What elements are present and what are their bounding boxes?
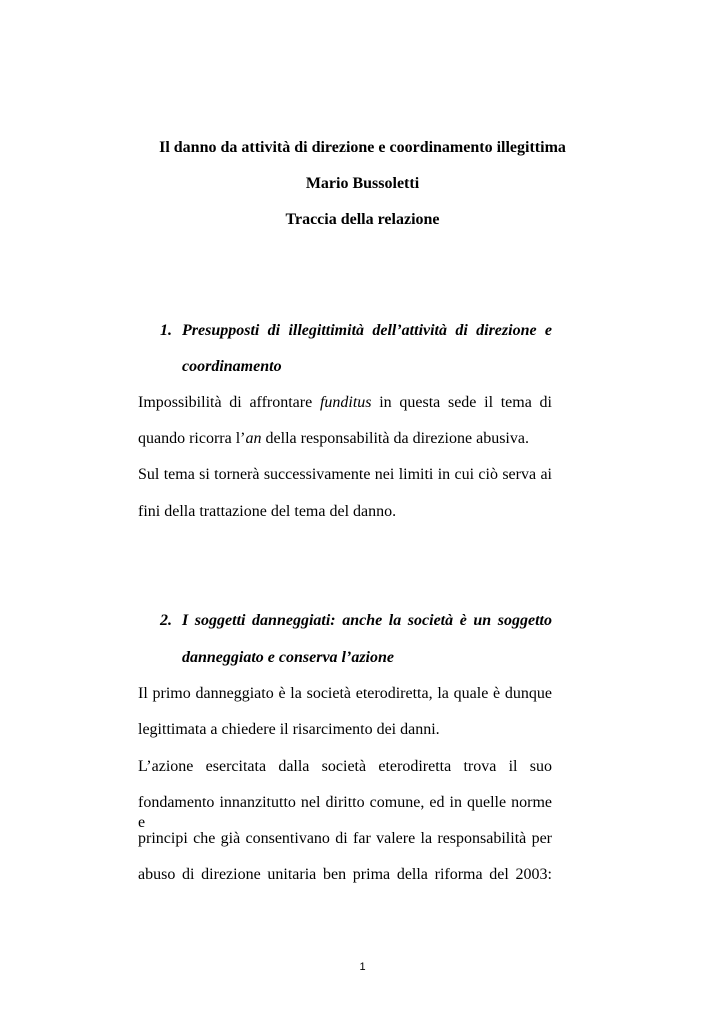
section-1-number: 1. (160, 322, 172, 339)
section-1-heading-line-1: Presupposti di illegittimità dell’attività di direzione e (182, 322, 552, 339)
section-2-heading-line-2: danneggiato e conserva l’azione (182, 649, 394, 666)
section-2-number: 2. (160, 612, 172, 629)
section-2-heading-line-1: I soggetti danneggiati: anche la società è un soggetto (182, 612, 552, 629)
emphasis-an: an (245, 430, 262, 447)
author-name: Mario Bussoletti (305, 175, 420, 192)
section-1-paragraph-1-line-2: quando ricorra l’an della responsabilità da direzione abusiva. (138, 430, 529, 447)
section-2-paragraph-2-line-2: fondamento innanzitutto nel diritto comune, ed in quelle norme e (138, 794, 552, 831)
section-2-paragraph-1-line-1: Il primo danneggiato è la società eterodiretta, la quale è dunque (138, 685, 552, 702)
emphasis-funditus: funditus (319, 394, 372, 411)
section-1-paragraph-2-line-2: fini della trattazione del tema del danno. (138, 503, 397, 520)
section-1-paragraph-2-line-1: Sul tema si tornerà successivamente nei limiti in cui ciò serva ai (138, 466, 552, 483)
section-2-paragraph-2-line-1: L’azione esercitata dalla società eterodiretta trova il suo (138, 758, 552, 775)
section-2-paragraph-2-line-3: principi che già consentivano di far valere la responsabilità per (138, 830, 552, 847)
section-1-heading-line-2: coordinamento (182, 358, 282, 375)
document-subtitle: Traccia della relazione (285, 211, 440, 228)
section-2-paragraph-2-line-4: abuso di direzione unitaria ben prima della riforma del 2003: (138, 866, 552, 883)
page-number: 1 (359, 961, 366, 973)
section-2-paragraph-1-line-2: legittimata a chiedere il risarcimento dei danni. (138, 721, 440, 738)
section-1-paragraph-1-line-1: Impossibilità di affrontare funditus in questa sede il tema di (138, 394, 552, 411)
document-title: Il danno da attività di direzione e coordinamento illegittima (159, 139, 566, 156)
